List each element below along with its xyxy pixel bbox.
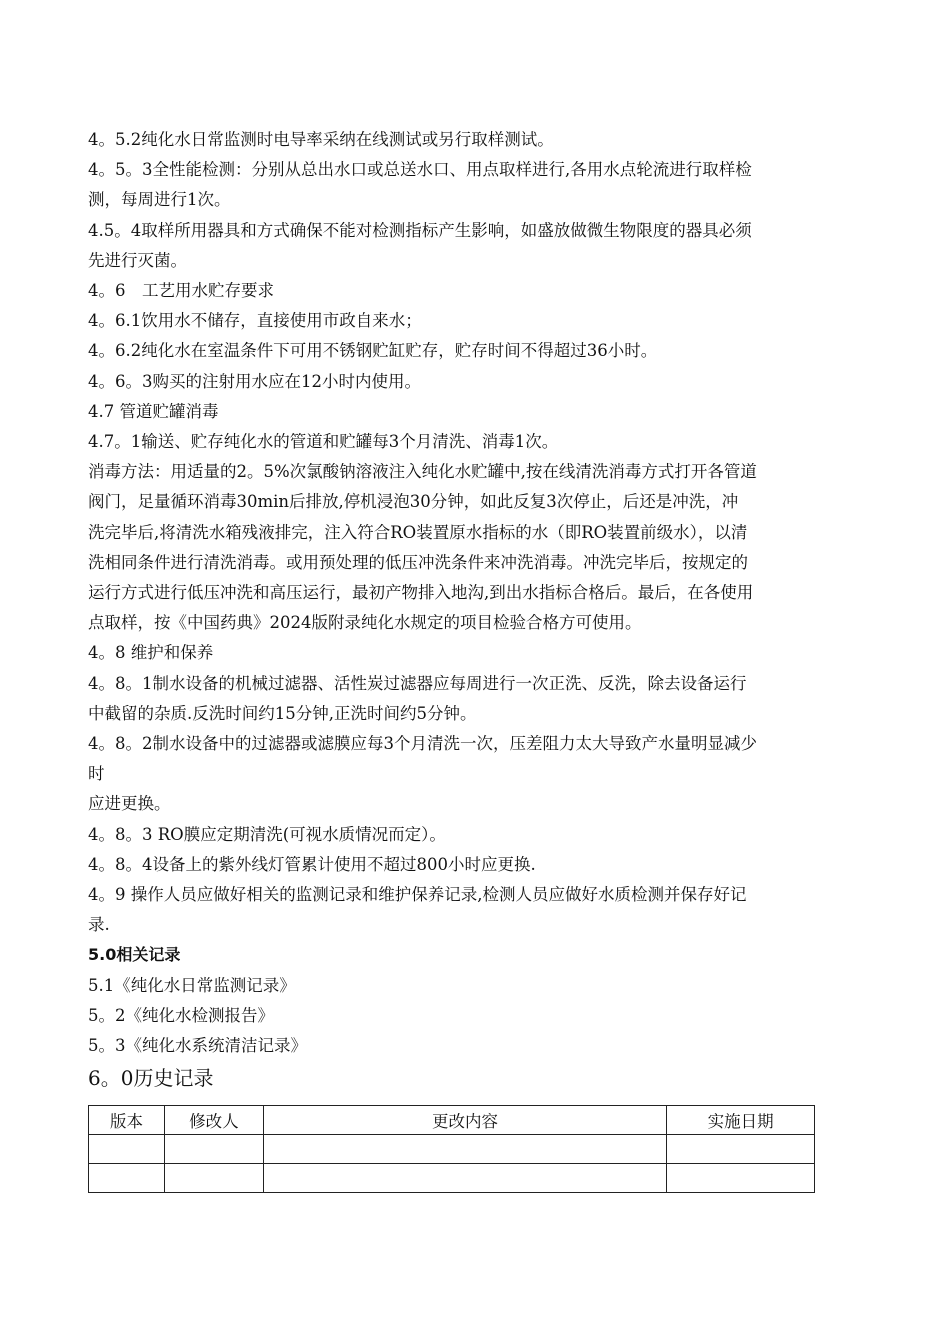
record-item-5-3: 5。3《纯化水系统清洁记录》 [88,1036,307,1056]
text-line-4-9: 4。9 操作人员应做好相关的监测记录和维护保养记录,检测人员应做好水质检测并保存好记 [88,885,747,905]
table-cell [164,1164,263,1193]
text-line-4-7-1: 4.7。1输送、贮存纯化水的管道和贮罐每3个月清洗、消毒1次。 [88,432,559,452]
text-line-4-8-4: 4。8。4设备上的紫外线灯管累计使用不超过800小时应更换. [88,854,536,874]
table-header-row [89,1106,815,1135]
section-heading-6-0: 6。0历史记录 [88,1066,214,1091]
section-heading-4-8: 4。8 维护和保养 [88,643,214,663]
text-line-4-8-2-cont2: 应进更换。 [88,794,171,814]
column-header-modifier: 修改人 [164,1106,263,1135]
disinfection-method-line-6: 点取样，按《中国药典》2024版附录纯化水规定的项目检验合格方可使用。 [88,613,642,633]
table-cell [263,1164,666,1193]
table-cell [667,1164,815,1193]
text-line-4-8-1: 4。8。1制水设备的机械过滤器、活性炭过滤器应每周进行一次正洗、反洗，除去设备运行 [88,673,747,693]
section-heading-4-7: 4.7 管道贮罐消毒 [88,401,219,421]
column-header-effective-date: 实施日期 [667,1106,815,1135]
section-heading-4-6: 4。6 工艺用水贮存要求 [88,281,274,301]
text-line-4-9-cont: 录. [88,915,110,935]
text-line-4-8-2-cont: 时 [88,764,105,784]
table-cell [263,1135,666,1164]
column-header-change-content: 更改内容 [263,1106,666,1135]
text-line-4-5-3-cont: 测，每周进行1次。 [88,190,231,210]
disinfection-method-line-2: 阀门，足量循环消毒30min后排放,停机浸泡30分钟，如此反复3次停止，后还是冲洗，冲 [88,492,739,512]
disinfection-method-line-5: 运行方式进行低压冲洗和高压运行，最初产物排入地沟,到出水指标合格后。最后，在各使用 [88,583,754,603]
text-line-4-6-1: 4。6.1饮用水不储存，直接使用市政自来水； [88,311,422,331]
record-item-5-1: 5.1《纯化水日常监测记录》 [88,975,296,995]
text-line-4-5-4-cont: 先进行灭菌。 [88,250,187,270]
column-header-version: 版本 [89,1106,165,1135]
disinfection-method-line-3: 洗完毕后,将清洗水箱残液排完，注入符合RO装置原水指标的水（即RO装置前级水），以清 [88,522,748,542]
disinfection-method-line-1: 消毒方法：用适量的2。5%次氯酸钠溶液注入纯化水贮罐中,按在线清洗消毒方式打开各管道 [88,462,757,482]
table-cell [89,1135,165,1164]
text-line-4-8-2: 4。8。2制水设备中的过滤器或滤膜应每3个月清洗一次，压差阻力太大导致产水量明显减少 [88,734,757,754]
text-line-4-5-4: 4.5。4取样所用器具和方式确保不能对检测指标产生影响，如盛放做微生物限度的器具必须 [88,220,752,240]
text-line-4-6-3: 4。6。3购买的注射用水应在12小时内使用。 [88,371,421,391]
table-row [89,1135,815,1164]
document-page [88,125,866,1193]
section-heading-5-0: 5.0相关记录 [88,945,181,965]
record-item-5-2: 5。2《纯化水检测报告》 [88,1005,274,1025]
history-table [88,1105,815,1193]
table-cell [89,1164,165,1193]
text-line-4-5-2: 4。5.2纯化水日常监测时电导率采纳在线测试或另行取样测试。 [88,130,554,149]
table-cell [667,1135,815,1164]
table-cell [164,1135,263,1164]
text-line-4-8-1-cont: 中截留的杂质.反洗时间约15分钟,正洗时间约5分钟。 [88,703,477,723]
text-line-4-5-3: 4。5。3全性能检测：分别从总出水口或总送水口、用点取样进行,各用水点轮流进行取样检 [88,160,752,180]
table-row [89,1164,815,1193]
disinfection-method-line-4: 洗相同条件进行清洗消毒。或用预处理的低压冲洗条件来冲洗消毒。冲洗完毕后，按规定的 [88,552,748,572]
text-line-4-8-3: 4。8。3 RO膜应定期清洗(可视水质情况而定）。 [88,824,446,844]
text-line-4-6-2: 4。6.2纯化水在室温条件下可用不锈钢贮缸贮存，贮存时间不得超过36小时。 [88,341,658,361]
